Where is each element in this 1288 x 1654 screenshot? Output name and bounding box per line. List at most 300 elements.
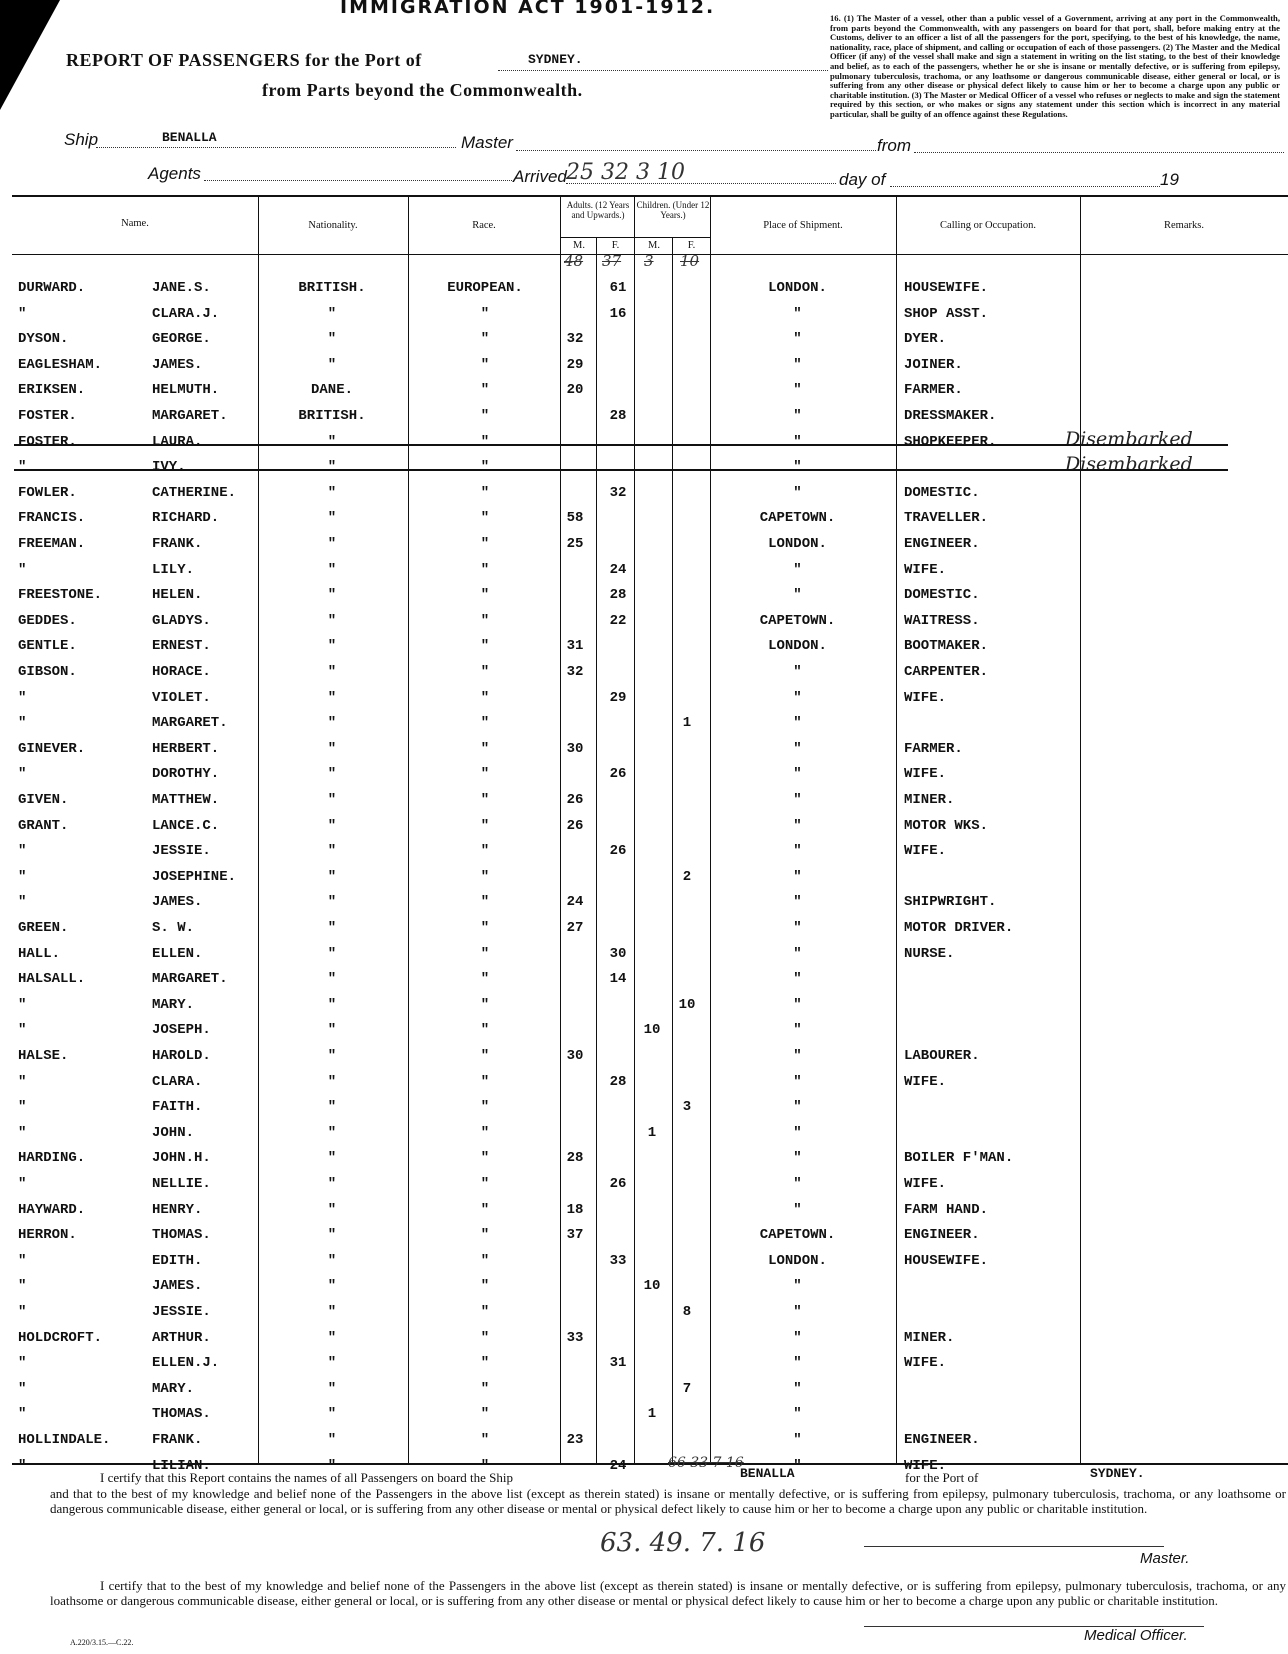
given-name: FAITH.	[152, 1099, 203, 1116]
surname: "	[18, 689, 27, 706]
race: "	[480, 305, 490, 322]
agents-line	[204, 180, 512, 181]
table-row	[0, 1176, 1288, 1201]
place-of-shipment: "	[793, 1073, 802, 1090]
adult-female: 24	[609, 561, 627, 578]
race: "	[480, 664, 490, 680]
nationality: "	[327, 1355, 337, 1372]
arrived-date: 25 32 3 10	[566, 160, 685, 185]
table-row	[0, 946, 1288, 971]
race: "	[480, 971, 490, 988]
place-of-shipment: LONDON.	[768, 536, 827, 552]
child-female: 8	[682, 1304, 692, 1320]
race: "	[480, 433, 490, 450]
col-header-child-m: M.	[648, 240, 660, 251]
table-row	[0, 920, 1288, 945]
race: "	[480, 1278, 490, 1295]
place-of-shipment: "	[793, 920, 802, 936]
table-row	[0, 382, 1288, 407]
race: "	[480, 1252, 490, 1269]
given-name: THOMAS.	[152, 1406, 211, 1423]
adult-female: 26	[609, 843, 627, 860]
table-row	[0, 741, 1288, 766]
act-title: IMMIGRATION ACT 1901-1912.	[340, 0, 716, 18]
race: "	[480, 1380, 490, 1397]
nationality: "	[327, 1150, 337, 1167]
race: "	[480, 612, 490, 629]
totals-handwritten: 63. 49. 7. 16	[600, 1528, 766, 1558]
from-line	[914, 152, 1284, 153]
given-name: VIOLET.	[152, 689, 211, 706]
regulation-notice: 16. (1) The Master of a vessel, other than a public vessel of a Government, arriving at any port in the Commonwealth, from parts beyond the Commonwealth, with any passengers on board for that port, shall, before making entry at the Customs, deliver to an officer a list of all the passengers for the port, specifying, to the best of his knowledge, the name, nationality, race, place of shipment, and calling or occupation of each of those passengers. (2) The Master and the Medical Officer (if any) of the vessel shall make and sign a statement in writing on the list stating, to the best of their knowledge and belief, as to each of the passengers, whether he or she is insane or mentally defective, or is suffering from epilepsy, pulmonary tuberculosis, trachoma, or any loathsome or dangerous communicable disease, either general or local, or is suffering from any other disease or physical defect likely to cause him or her to become a charge upon any public or charitable institution. (3) The Master or Medical Officer of a vessel who refuses or neglects to make and sign the statement required by this section, or who makes or signs any statement under this section which is incorrect in any material particular, shall be guilty of an offence against these Regulations.	[830, 13, 1280, 119]
nationality: "	[327, 1048, 337, 1064]
nationality: "	[327, 920, 337, 936]
given-name: THOMAS.	[152, 1227, 211, 1244]
child-male: 10	[643, 1278, 661, 1295]
given-name: EDITH.	[152, 1252, 203, 1269]
nationality: "	[327, 1099, 337, 1116]
nationality: "	[327, 996, 337, 1013]
table-row	[0, 1406, 1288, 1431]
place-of-shipment: "	[793, 561, 802, 578]
place-of-shipment: "	[793, 1457, 802, 1474]
adult-female: 28	[609, 1073, 627, 1090]
surname: "	[18, 1176, 27, 1192]
race: "	[480, 484, 490, 501]
place-of-shipment: "	[793, 459, 802, 476]
totals-struck: 66 33 7 16	[668, 1455, 744, 1471]
nationality: "	[327, 1457, 337, 1474]
race: "	[480, 561, 490, 578]
place-of-shipment: "	[793, 433, 802, 450]
place-of-shipment: "	[793, 971, 802, 988]
table-row	[0, 453, 1288, 484]
adult-female: 28	[609, 408, 627, 424]
given-name: ERNEST.	[152, 638, 211, 655]
place-of-shipment: "	[793, 1406, 802, 1423]
adult-female: 24	[609, 1457, 627, 1474]
given-name: CATHERINE.	[152, 484, 237, 501]
tally-child-m: 3	[644, 252, 654, 270]
tally-adult-f: 37	[602, 252, 622, 270]
surname: "	[18, 1022, 27, 1039]
race: "	[480, 996, 490, 1013]
occupation: ENGINEER.	[904, 1227, 980, 1244]
place-of-shipment: "	[793, 792, 802, 808]
child-female: 10	[678, 996, 696, 1013]
surname: "	[18, 996, 27, 1013]
nationality: "	[327, 740, 337, 757]
table-row	[0, 1227, 1288, 1252]
col-header-nationality: Nationality.	[308, 220, 358, 231]
place-of-shipment: "	[793, 1329, 802, 1346]
table-row	[0, 818, 1288, 843]
table-row	[0, 1432, 1288, 1457]
place-of-shipment: "	[793, 587, 802, 604]
child-female: 7	[682, 1380, 692, 1397]
nationality: "	[327, 792, 337, 808]
table-row	[0, 536, 1288, 561]
given-name: CLARA.J.	[152, 305, 220, 322]
race: "	[480, 1304, 490, 1320]
surname: HAYWARD.	[18, 1201, 86, 1218]
surname: GIBSON.	[18, 664, 77, 680]
occupation: CARPENTER.	[904, 664, 989, 680]
occupation: WIFE.	[904, 1073, 947, 1090]
occupation: JOINER.	[904, 356, 963, 373]
table-row	[0, 1304, 1288, 1329]
nationality: "	[327, 1073, 337, 1090]
given-name: MATTHEW.	[152, 792, 220, 808]
table-row	[0, 510, 1288, 535]
given-name: NELLIE.	[152, 1176, 211, 1192]
table-row	[0, 613, 1288, 638]
place-of-shipment: "	[793, 1278, 802, 1295]
nationality: "	[327, 305, 337, 322]
table-row	[0, 766, 1288, 791]
occupation: WIFE.	[904, 561, 947, 578]
table-row	[0, 1125, 1288, 1150]
occupation: ENGINEER.	[904, 536, 980, 552]
given-name: MARGARET.	[152, 971, 228, 988]
occupation: HOUSEWIFE.	[904, 1252, 989, 1269]
occupation: TRAVELLER.	[904, 510, 989, 527]
adult-male: 24	[566, 894, 584, 911]
occupation: SHIPWRIGHT.	[904, 894, 997, 911]
place-of-shipment: "	[793, 945, 802, 962]
table-row	[0, 1150, 1288, 1175]
adult-female: 16	[609, 305, 627, 322]
surname: HARDING.	[18, 1150, 86, 1167]
place-of-shipment: "	[793, 1048, 802, 1064]
place-of-shipment: "	[793, 356, 802, 373]
child-male: 1	[647, 1124, 657, 1141]
table-row	[0, 1278, 1288, 1303]
race: "	[480, 1048, 490, 1064]
table-row	[0, 997, 1288, 1022]
race: "	[480, 510, 490, 527]
race: "	[480, 945, 490, 962]
ship-name: BENALLA	[162, 130, 217, 145]
given-name: JANE.S.	[152, 280, 211, 296]
surname: "	[18, 1380, 27, 1397]
nationality: "	[327, 1329, 337, 1346]
surname: "	[18, 894, 27, 911]
surname: HALSALL.	[18, 971, 86, 988]
col-header-adults: Adults. (12 Years and Upwards.)	[566, 200, 630, 220]
agents-label: Agents	[148, 164, 201, 183]
given-name: JAMES.	[152, 894, 203, 911]
cert-master-text-b: for the Port of	[905, 1470, 979, 1485]
surname: HERRON.	[18, 1227, 77, 1244]
race: "	[480, 1457, 490, 1474]
adult-male: 30	[566, 1048, 584, 1064]
occupation: WIFE.	[904, 1457, 947, 1474]
occupation: SHOPKEEPER.	[904, 433, 997, 450]
race: EUROPEAN.	[447, 280, 523, 296]
surname: "	[18, 715, 27, 732]
surname: "	[18, 766, 27, 783]
place-of-shipment: "	[793, 766, 802, 783]
tally-child-f: 10	[680, 252, 700, 270]
place-of-shipment: LONDON.	[768, 280, 827, 296]
surname: FOWLER.	[18, 484, 77, 501]
occupation: MOTOR WKS.	[904, 817, 989, 834]
surname: FOSTER.	[18, 433, 77, 450]
surname: DYSON.	[18, 331, 69, 348]
occupation: FARMER.	[904, 382, 963, 399]
col-header-race: Race.	[472, 220, 496, 231]
table-row	[0, 638, 1288, 663]
occupation: WIFE.	[904, 689, 947, 706]
table-row	[0, 690, 1288, 715]
occupation: NURSE.	[904, 945, 955, 962]
master-signature-label: Master.	[1140, 1550, 1190, 1567]
place-of-shipment: "	[793, 305, 802, 322]
place-of-shipment: "	[793, 689, 802, 706]
surname: "	[18, 843, 27, 860]
nationality: "	[327, 971, 337, 988]
cert-master-text-a: I certify that this Report contains the names of all Passengers on board the Ship	[100, 1470, 514, 1485]
given-name: HAROLD.	[152, 1048, 211, 1064]
table-row	[0, 843, 1288, 868]
place-of-shipment: CAPETOWN.	[759, 612, 836, 629]
adult-female: 26	[609, 766, 627, 783]
race: "	[480, 331, 490, 348]
adult-male: 32	[566, 331, 584, 348]
adult-male: 23	[566, 1432, 584, 1448]
surname: "	[18, 305, 27, 322]
place-of-shipment: "	[793, 817, 802, 834]
nationality: "	[327, 1022, 337, 1039]
race: "	[480, 1022, 490, 1039]
given-name: LILIAN.	[152, 1457, 211, 1474]
surname: GREEN.	[18, 920, 69, 936]
given-name: JOSEPH.	[152, 1022, 211, 1039]
given-name: FRANK.	[152, 536, 203, 552]
nationality: "	[327, 766, 337, 783]
place-of-shipment: "	[793, 1099, 802, 1116]
given-name: GLADYS.	[152, 612, 211, 629]
place-of-shipment: "	[793, 1150, 802, 1167]
race: "	[480, 894, 490, 911]
surname: "	[18, 1355, 27, 1372]
surname: DURWARD.	[18, 280, 86, 296]
table-row	[0, 715, 1288, 740]
given-name: CLARA.	[152, 1073, 203, 1090]
report-port: SYDNEY.	[528, 52, 583, 67]
surname: GINEVER.	[18, 740, 86, 757]
table-row	[0, 1355, 1288, 1380]
given-name: LILY.	[152, 561, 195, 578]
table-row	[0, 869, 1288, 894]
col-header-remarks: Remarks.	[1164, 220, 1204, 231]
surname: ERIKSEN.	[18, 382, 86, 399]
child-female: 3	[682, 1099, 692, 1116]
place-of-shipment: "	[793, 740, 802, 757]
occupation: FARMER.	[904, 740, 963, 757]
adult-male: 37	[566, 1227, 584, 1244]
nationality: "	[327, 638, 337, 655]
table-row	[0, 1253, 1288, 1278]
race: "	[480, 766, 490, 783]
given-name: JAMES.	[152, 1278, 203, 1295]
year-label: 19	[1160, 170, 1179, 189]
master-line	[516, 150, 876, 151]
cert-port: SYDNEY.	[1090, 1466, 1145, 1481]
race: "	[480, 1124, 490, 1141]
given-name: HORACE.	[152, 664, 211, 680]
adult-female: 33	[609, 1252, 627, 1269]
race: "	[480, 459, 490, 476]
given-name: ELLEN.	[152, 945, 203, 962]
place-of-shipment: CAPETOWN.	[759, 510, 836, 527]
nationality: BRITISH.	[298, 408, 366, 424]
adult-male: 31	[566, 638, 584, 655]
nationality: "	[327, 331, 337, 348]
occupation: MOTOR DRIVER.	[904, 920, 1014, 936]
ship-line	[96, 147, 456, 148]
adult-male: 26	[566, 792, 584, 808]
race: "	[480, 382, 490, 399]
place-of-shipment: LONDON.	[768, 1252, 827, 1269]
occupation: WIFE.	[904, 1355, 947, 1372]
place-of-shipment: "	[793, 1355, 802, 1372]
given-name: JESSIE.	[152, 843, 211, 860]
race: "	[480, 843, 490, 860]
occupation: HOUSEWIFE.	[904, 280, 989, 296]
race: "	[480, 792, 490, 808]
adult-female: 14	[609, 971, 627, 988]
arrived-label: Arrived	[513, 167, 567, 186]
race: "	[480, 1150, 490, 1167]
table-row	[0, 331, 1288, 356]
child-male: 10	[643, 1022, 661, 1039]
nationality: "	[327, 1176, 337, 1192]
given-name: MARY.	[152, 996, 195, 1013]
table-row	[0, 1330, 1288, 1355]
cert-master-intro	[100, 1470, 1160, 1485]
place-of-shipment: "	[793, 1380, 802, 1397]
given-name: HELMUTH.	[152, 382, 220, 399]
col-header-adult-f: F.	[611, 240, 620, 251]
medical-signature-label: Medical Officer.	[1084, 1627, 1188, 1644]
place-of-shipment: "	[793, 664, 802, 680]
adult-male: 25	[566, 536, 584, 552]
surname: "	[18, 1278, 27, 1295]
nationality: "	[327, 1227, 337, 1244]
race: "	[480, 689, 490, 706]
surname: "	[18, 1457, 27, 1474]
nationality: "	[327, 1201, 337, 1218]
nationality: "	[327, 484, 337, 501]
given-name: LAURA.	[152, 433, 203, 450]
given-name: S. W.	[152, 920, 195, 936]
given-name: DOROTHY.	[152, 766, 220, 783]
occupation: FARM HAND.	[904, 1201, 989, 1218]
nationality: "	[327, 459, 337, 476]
race: "	[480, 1099, 490, 1116]
adult-female: 28	[609, 587, 627, 604]
occupation: DYER.	[904, 331, 947, 348]
table-row	[0, 587, 1288, 612]
adult-female: 31	[609, 1355, 627, 1372]
nationality: "	[327, 894, 337, 911]
place-of-shipment: "	[793, 894, 802, 911]
surname: HALL.	[18, 945, 61, 962]
given-name: IVY.	[152, 459, 186, 476]
nationality: "	[327, 868, 337, 885]
table-row	[0, 562, 1288, 587]
surname: FRANCIS.	[18, 510, 86, 527]
nationality: DANE.	[310, 382, 353, 399]
adult-male: 58	[566, 510, 584, 527]
race: "	[480, 1227, 490, 1244]
remark: Disembarked	[1065, 427, 1193, 450]
given-name: GEORGE.	[152, 331, 211, 348]
table-row	[0, 280, 1288, 305]
given-name: MARY.	[152, 1380, 195, 1397]
place-of-shipment: LONDON.	[768, 638, 827, 655]
nationality: "	[327, 612, 337, 629]
occupation: BOOTMAKER.	[904, 638, 989, 655]
col-header-name: Name.	[121, 218, 149, 229]
surname: GRANT.	[18, 817, 69, 834]
nationality: "	[327, 561, 337, 578]
given-name: MARGARET.	[152, 715, 228, 732]
form-code: A.220/3.15.—C.22.	[70, 1638, 134, 1647]
table-row	[0, 357, 1288, 382]
table-top-rule	[12, 195, 1288, 197]
race: "	[480, 715, 490, 732]
adult-male: 28	[566, 1150, 584, 1167]
adult-male: 33	[566, 1329, 584, 1346]
surname: FOSTER.	[18, 408, 77, 424]
occupation: DOMESTIC.	[904, 587, 980, 604]
mf-rule	[560, 237, 710, 238]
surname: "	[18, 561, 27, 578]
col-header-child-f: F.	[687, 240, 696, 251]
occupation: MINER.	[904, 1329, 955, 1346]
tally-adult-m: 48	[564, 252, 584, 270]
nationality: "	[327, 843, 337, 860]
place-of-shipment: "	[793, 331, 802, 348]
nationality: "	[327, 664, 337, 680]
race: "	[480, 1201, 490, 1218]
given-name: ELLEN.J.	[152, 1355, 220, 1372]
adult-male: 20	[566, 382, 584, 399]
nationality: "	[327, 1124, 337, 1141]
place-of-shipment: "	[793, 868, 802, 885]
table-row	[0, 1048, 1288, 1073]
occupation: DRESSMAKER.	[904, 408, 997, 424]
table-row	[0, 664, 1288, 689]
given-name: JAMES.	[152, 356, 203, 373]
table-row	[0, 1381, 1288, 1406]
surname: GIVEN.	[18, 792, 69, 808]
adult-male: 27	[566, 920, 584, 936]
scan-corner	[0, 0, 60, 110]
nationality: "	[327, 1380, 337, 1397]
occupation: WAITRESS.	[904, 612, 980, 629]
place-of-shipment: "	[793, 1304, 802, 1320]
given-name: HELEN.	[152, 587, 203, 604]
surname: HALSE.	[18, 1048, 69, 1064]
day-of-line	[890, 186, 1160, 187]
occupation: LABOURER.	[904, 1048, 980, 1064]
cert-medical-body: I certify that to the best of my knowledge and belief none of the Passengers in the above list (except as therein stated) is insane or mentally defective, or is suffering from epilepsy, pulmonary tuberculosis, trachoma, or any loathsome or dangerous communicable disease, either general or local, or is suffering from any other disease or mental or physical defect likely to cause him or her to become a charge upon any public or charitable institution.	[50, 1578, 1286, 1608]
table-row	[0, 971, 1288, 996]
